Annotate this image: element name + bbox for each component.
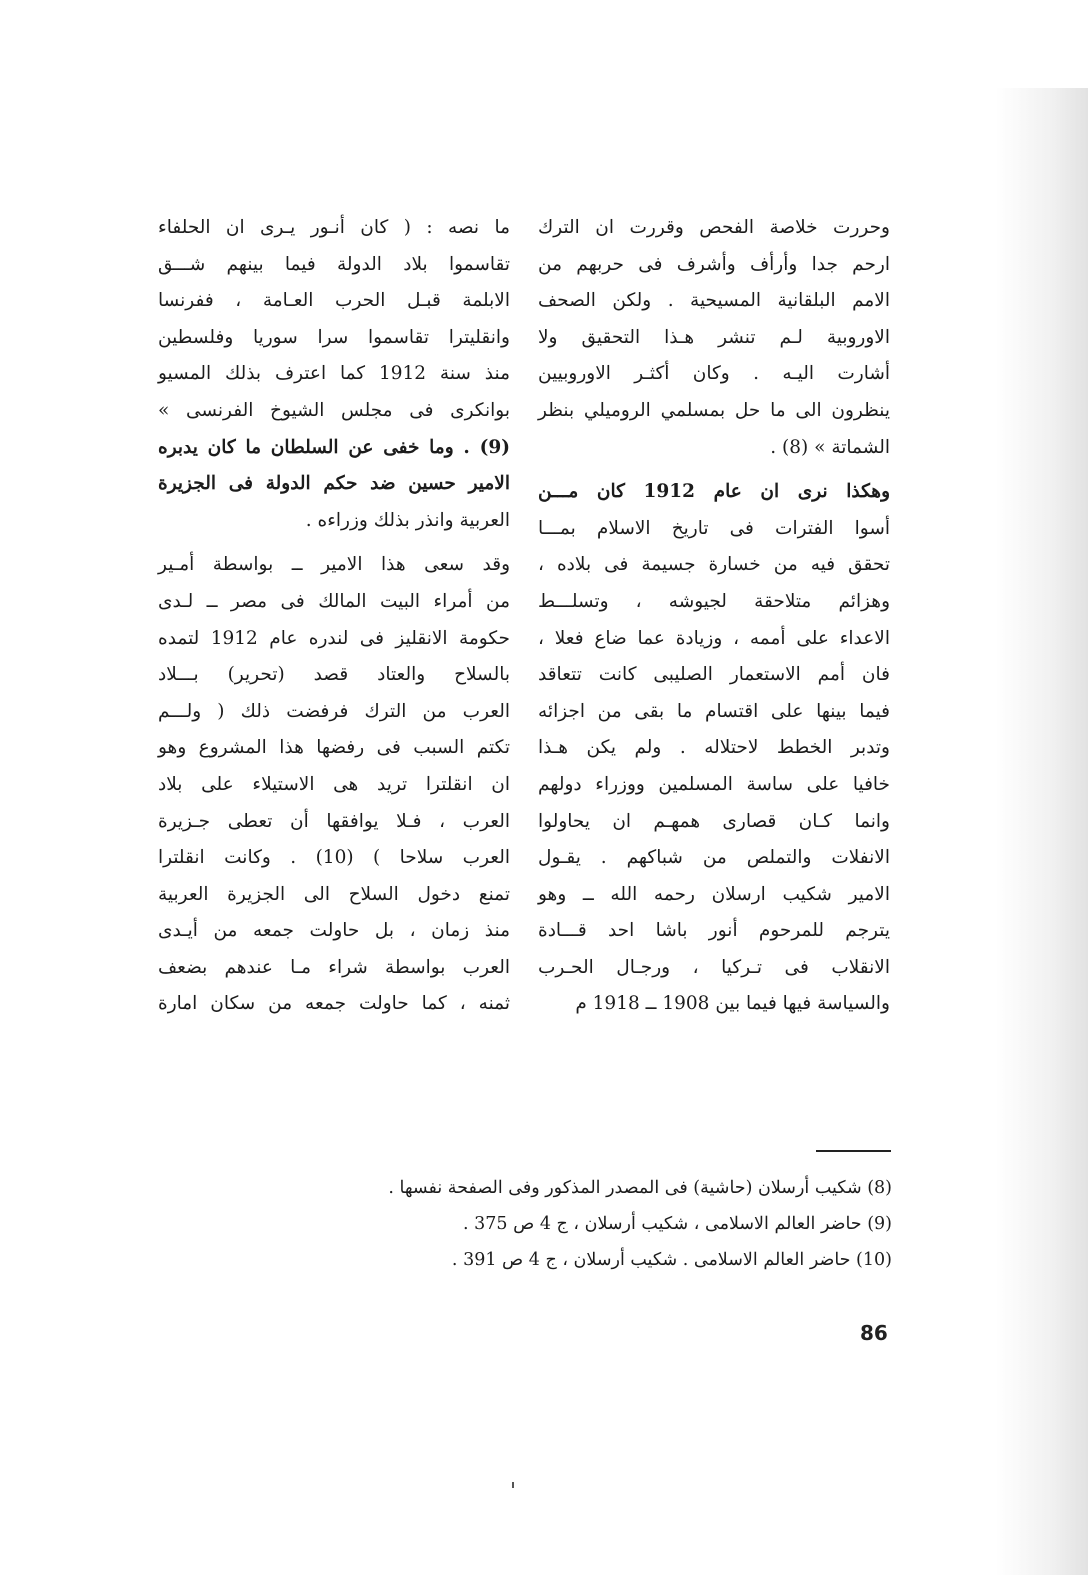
text-line: منذ زمان ، بل حاولت جمعه من أيـدى — [158, 920, 510, 942]
right-column-paragraph-1 — [538, 210, 890, 466]
text-line: فيما بينها على اقتسام ما بقى من اجزائه — [538, 700, 890, 722]
text-line: الامم البلقانية المسيحية . ولكن الصحف — [538, 290, 890, 312]
text-line: والسياسة فيها فيما بين 1908 ــ 1918 م — [575, 993, 890, 1015]
footnote-9: (9) حاضر العالم الاسلامى ، شكيب أرسلان ، ج 4 ص 375 . — [462, 1214, 892, 1234]
scan-speck — [512, 1482, 514, 1488]
text-line: تكتم السبب فى رفضها هذا المشروع وهو — [158, 737, 510, 759]
footnotes — [192, 1170, 892, 1278]
left-column — [158, 210, 510, 1023]
text-line: وحررت خلاصة الفحص وقررت ان الترك — [538, 217, 890, 238]
page-number: 86 — [860, 1321, 888, 1345]
text-line: ارحم جدا وأرأف وأشرف فى حربهم من — [538, 253, 890, 275]
footnote-divider — [816, 1150, 891, 1152]
text-line: وانما كـان قصارى همهـم ان يحاولوا — [538, 810, 890, 832]
text-line: حكومة الانقليز فى لندره عام 1912 لتمده — [158, 627, 510, 649]
right-column-paragraph-2 — [538, 474, 890, 1023]
left-column-paragraph-1 — [158, 210, 510, 539]
text-line: خافيا على ساسة المسلمين ووزراء دولهم — [538, 773, 890, 795]
text-line: الابلمة قبـل الحرب العـامة ، ففرنسا — [158, 290, 510, 312]
text-line: الانفلات والتملص من شباكهم . يقـول — [538, 847, 890, 869]
text-line: ما نصه : ( كان أنـور يـرى ان الحلفاء — [158, 217, 510, 238]
text-line: (9) . وما خفى عن السلطان ما كان يدبره — [158, 436, 510, 458]
text-line: تحقق فيه من خسارة جسيمة فى بلاده ، — [538, 554, 890, 576]
text-line: الانقلاب فى تـركيا ، ورجـال الحـرب — [538, 956, 890, 978]
text-line: العرب بواسطة شراء مـا عندهم بضعف — [158, 956, 510, 978]
text-line: وتدبر الخطط لاحتلاله . ولم يكن هـذا — [538, 737, 890, 759]
text-line: بالسلاح والعتاد قصد (تحرير) بـــلاد — [158, 664, 510, 686]
text-line: الشماتة » (8) . — [770, 436, 890, 458]
text-line: بوانكرى فى مجلس الشيوخ الفرنسى » — [158, 399, 510, 421]
text-line: وقد سعى هذا الامير ــ بواسطة أمـير — [158, 554, 510, 576]
text-line: وانقليترا تقاسموا سرا سوريا وفلسطين — [158, 326, 510, 348]
footnote-8: (8) شكيب أرسلان (حاشية) فى المصدر المذكور وفى الصفحة نفسها . — [388, 1178, 892, 1198]
text-line: العرب من الترك فرفضت ذلك ( ولـــم — [158, 700, 510, 722]
text-line: ينظرون الى ما حل بمسلمي الروميلي بنظر — [538, 399, 890, 421]
text-line: تمنع دخول السلاح الى الجزيرة العربية — [158, 883, 510, 905]
left-column-paragraph-2 — [158, 547, 510, 1023]
text-line: الاعداء على أممه ، وزيادة عما ضاع فعلا ، — [538, 627, 890, 649]
text-line: تقاسموا بلاد الدولة فيما بينهم شـــق — [158, 253, 510, 275]
text-line: وهكذا نرى ان عام 1912 كان مـــن — [538, 481, 890, 503]
text-line: ان انقلترا تريد هى الاستيلاء على بلاد — [158, 773, 510, 795]
text-line: أشارت اليـه . وكان أكثـر الاوروبيين — [538, 363, 890, 385]
right-column — [538, 210, 890, 1023]
text-line: ثمنه ، كما حاولت جمعه من سكان امارة — [158, 993, 510, 1015]
text-line: يترجم للمرحوم أنور باشا احد قـــادة — [538, 920, 890, 942]
text-line: فان أمم الاستعمار الصليبى كانت تتعاقد — [538, 664, 890, 686]
footnote-10: (10) حاضر العالم الاسلامى . شكيب أرسلان ، ج 4 ص 391 . — [451, 1250, 892, 1270]
text-line: الامير شكيب ارسلان رحمه الله ــ وهو — [538, 883, 890, 905]
text-line: العرب ، فـلا يوافقها أن تعطى جـزيرة — [158, 810, 510, 832]
text-line: من أمراء البيت المالك فى مصر ــ لـدى — [158, 590, 510, 612]
text-line: وهزائم متلاحقة لجيوشه ، وتسلـــط — [538, 590, 890, 612]
text-line: العربية وانذر بذلك وزراءه . — [305, 509, 510, 531]
text-line: منذ سنة 1912 كما اعترف بذلك المسيو — [158, 363, 511, 385]
text-line: الاوروبية لـم تنشر هـذا التحقيق ولا — [538, 326, 890, 348]
text-line: العرب سلاحا ) (10) . وكانت انقلترا — [158, 847, 511, 869]
text-line: أسوا الفترات فى تاريخ الاسلام بمـــا — [538, 517, 890, 539]
text-line: الامير حسين ضد حكم الدولة فى الجزيرة — [158, 473, 510, 495]
